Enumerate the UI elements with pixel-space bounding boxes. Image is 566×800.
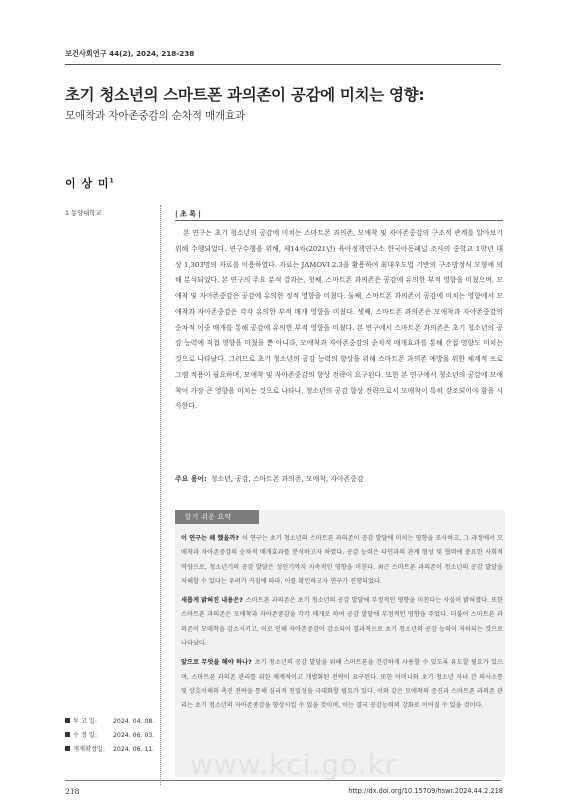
column-divider (160, 205, 161, 785)
date-accepted (65, 743, 154, 757)
summary-question: 앞으로 무엇을 해야 하나? (181, 659, 252, 667)
page-number: 218 (65, 787, 80, 796)
summary-item (181, 656, 503, 713)
author-name (65, 175, 114, 191)
author-affiliation: 1 동양대학교 (65, 210, 102, 217)
paper-title: 초기 청소년의 스마트폰 과의존이 공감에 미치는 영향: (65, 86, 425, 104)
keywords-value: 청소년, 공감, 스마트폰 과의존, 모애착, 자아존중감 (210, 475, 364, 483)
date-revised (65, 729, 154, 743)
date-submitted (65, 715, 154, 729)
doi-link[interactable]: http://dx.doi.org/10.15709/hswr.2024.44.2.218 (348, 787, 503, 795)
kci-watermark: www.kci.go.kr (190, 748, 398, 781)
abstract-heading: | 초 록 | (175, 210, 201, 218)
summary-item (181, 594, 503, 651)
summary-item (181, 532, 503, 589)
abstract-divider (175, 220, 503, 221)
keywords-label: 주요 용어: (175, 475, 207, 483)
submission-dates (65, 715, 154, 757)
summary-question: 이 연구는 왜 했을까? (181, 535, 239, 542)
date-label: 게재확정일: (73, 746, 105, 753)
keywords (175, 473, 505, 483)
date-value: 2024. 06. 11. (113, 746, 155, 753)
author-superscript: 1 (109, 177, 114, 185)
journal-reference: 보건사회연구 44(2), 2024, 218-238 (65, 49, 195, 58)
summary-answer: 스마트폰 과의존은 초기 청소년의 공감 발달에 부정적인 영향을 미친다는 사실이 밝혀졌다. 또한 스마트폰 과의존은 모애착과 자아존중감을 각각 매개로 하여 공감 발달에 부정적인 영향을 주었다. 더불어 스마트폰 과의존이 모애착을 감소시키고, 이로 인해 자아존중감이 감소되어 결과적으로 초기 청소년의 공감 능력이 저하되는 것으로 나타났다. (181, 597, 503, 648)
abstract-body: 본 연구는 초기 청소년의 공감에 미치는 스마트폰 과의존, 모애착 및 자아존중감의 구조적 관계를 알아보기 위해 수행되었다. 연구수행을 위해, 제14차(2021년) 육아정책연구소 한국아동패널 조사의 중학교 1학년 대상 1,303명의 자료를 이용하였다. 자료는 JAMOVI 2.3을 활용하여 최대우도법 기반의 구조방정식 모형에 의해 분석되었다. 본 연구의 주요 분석 결과는, 첫째, 스마트폰 과의존은 공감에 유의한 부적 영향을 미쳤으며, 모애착 및 자아존중감은 공감에 유의한 정적 영향을 미쳤다. 둘째, 스마트폰 과의존이 공감에 미치는 영향에서 모애착과 자아존중감은 각각 유의한 부적 매개 영향을 미쳤다. 셋째, 스마트폰 과의존은 모애착과 자아존중감의 순차적 이중 매개를 통해 공감에 유의한 부적 영향을 미쳤다. 본 연구에서 스마트폰 과의존은 초기 청소년의 공감 능력에 직접 영향을 미쳤을 뿐 아니라, 모애착과 자아존중감의 순차적 매개효과를 통해 간접 영향도 미치는 것으로 나타났다. 그러므로 초기 청소년의 공감 능력의 향상을 위해 스마트폰 과의존 예방을 위한 체계적 프로그램 적용이 필요하며, 모애착 및 자아존중감의 향상 전략이 요구된다. 또한 본 연구에서 청소년의 공감에 모애착이 가장 큰 영향을 미치는 것으로 나타나, 청소년의 공감 향상 전략으로서 모애착이 특히 강조되어야 함을 시사한다. (175, 229, 503, 411)
summary-answer: 이 연구는 초기 청소년의 스마트폰 과의존이 공감 발달에 미치는 영향을 조사하고, 그 과정에서 모애착과 자아존중감의 순차적 매개효과를 분석하고자 하였다. 공감 능력은 타인과의 관계 형성 및 협력에 중요한 사회적 역량으로, 청소년기의 공감 발달은 성인기까지 지속적인 영향을 미친다. 최근 스마트폰 과의존이 청소년의 공감 발달을 저해할 수 있다는 우려가 커짐에 따라, 이를 확인하고자 연구가 진행되었다. (181, 535, 503, 585)
author-name-text: 이 상 미 (65, 177, 110, 190)
plain-summary-content (181, 532, 503, 719)
paper-subtitle: 모애착과 자아존중감의 순차적 매개효과 (65, 110, 246, 122)
summary-question: 새롭게 밝혀진 내용은? (181, 597, 243, 605)
header-divider (65, 64, 501, 65)
date-value: 2024. 06. 03. (113, 732, 155, 739)
date-label: 투 고 일: (73, 718, 97, 725)
bullet-square-icon (65, 732, 70, 737)
bullet-square-icon (65, 718, 70, 723)
plain-summary-tab: 알기 쉬운 요약 (175, 510, 259, 524)
summary-answer: 초기 청소년의 공감 발달을 위해 스마트폰을 건강하게 사용할 수 있도록 유도할 필요가 있으며, 스마트폰 과의존 관리를 위한 체계적이고 개별화된 전략이 요구된다. 또한 어머니와 초기 청소년 자녀 간 의사소통 및 상호이해의 촉진 전략을 통해 심리적 친밀성을 극대화할 필요가 있다. 이와 같은 모애착의 증진과 스마트폰 과의존 관리는 초기 청소년의 자아존중감을 향상시킬 수 있을 것이며, 이는 결국 공감능력의 강화로 이어질 수 있을 것이다. (181, 659, 503, 710)
date-value: 2024. 04. 08. (113, 718, 155, 725)
footer-divider (65, 780, 501, 781)
bullet-square-icon (65, 746, 70, 751)
date-label: 수 정 일: (73, 732, 97, 739)
